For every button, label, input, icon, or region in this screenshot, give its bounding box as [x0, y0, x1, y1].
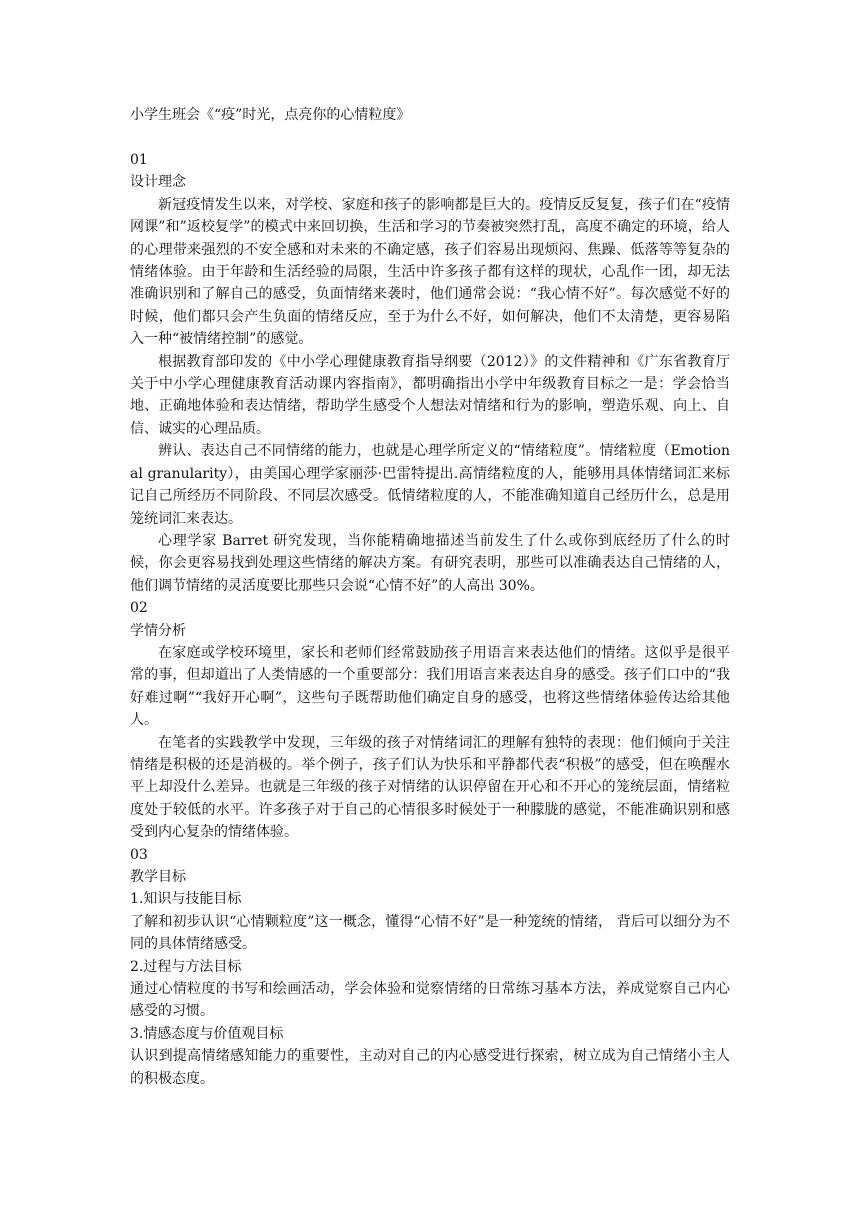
section-learning-analysis	[130, 597, 730, 843]
goal-text: 了解和初步认识“心情颗粒度”这一概念，懂得“心情不好”是一种笼统的情绪， 背后可以细分为不同的具体情绪感受。	[130, 913, 730, 953]
paragraph: 心理学家 Barret 研究发现，当你能精确地描述当前发生了什么或你到底经历了什么的时候，你会更容易找到处理这些情绪的解决方案。有研究表明，那些可以准确表达自己情绪的人，他们调节情绪的灵活度要比那些只会说“心情不好”的人高出 30%。	[130, 532, 730, 594]
paragraph: 新冠疫情发生以来，对学校、家庭和孩子的影响都是巨大的。疫情反反复复，孩子们在“疫情网课”和”返校复学”的模式中来回切换，生活和学习的节奏被突然打乱，高度不确定的环境，给人的心理带来强烈的不安全感和对未来的不确定感，孩子们容易出现烦闷、焦躁、低落等等复杂的情绪体验。由于年龄和生活经验的局限，生活中许多孩子都有这样的现状，心乱作一团，却无法准确识别和了解自己的感受，负面情绪来袭时，他们通常会说：“我心情不好”。每次感觉不好的时候，他们都只会产生负面的情绪反应，至于为什么不好，如何解决，他们不太清楚，更容易陷入一种“被情绪控制”的感觉。	[130, 196, 730, 348]
goal-title: 1.知识与技能目标	[130, 891, 242, 908]
blank-line	[130, 126, 730, 149]
section-design-concept	[130, 149, 730, 597]
section-title: 学情分析	[130, 622, 186, 639]
paragraph: 根据教育部印发的《中小学心理健康教育指导纲要（2012）》的文件精神和《广东省教育厅关于中小学心理健康教育活动课内容指南》，都明确指出小学中年级教育目标之一是：学会恰当地、正确地体验和表达情绪，帮助学生感受个人想法对情绪和行为的影响，塑造乐观、向上、自信、诚实的心理品质。	[130, 353, 730, 437]
document-title: 小学生班会《“疫”时光，点亮你的心情粒度》	[130, 107, 411, 123]
goal-text: 认识到提高情绪感知能力的重要性，主动对自己的内心感受进行探索，树立成为自己情绪小主人的积极态度。	[130, 1048, 730, 1087]
document-page	[130, 104, 730, 1090]
paragraph: 辨认、表达自己不同情绪的能力，也就是心理学所定义的“情绪粒度”。情绪粒度（Emotional granularity），由美国心理学家丽莎·巴雷特提出.高情绪粒度的人，能够用具体情绪词汇来标记自己所经历不同阶段、不同层次感受。低情绪粒度的人，不能准确知道自己经历什么，总是用笼统词汇来表达。	[130, 443, 730, 527]
goal-title: 2.过程与方法目标	[130, 958, 242, 975]
section-number: 02	[130, 600, 148, 617]
section-teaching-goals	[130, 844, 730, 1090]
goal-text: 通过心情粒度的书写和绘画活动，学会体验和觉察情绪的日常练习基本方法，养成觉察自己内心感受的习惯。	[130, 981, 730, 1020]
section-title: 教学目标	[130, 869, 186, 885]
section-number: 01	[130, 152, 148, 168]
paragraph: 在家庭或学校环境里，家长和老师们经常鼓励孩子用语言来表达他们的情绪。这似乎是很平常的事，但却道出了人类情感的一个重要部分：我们用语言来表达自身的感受。孩子们口中的“我好难过啊”“我好开心啊”，这些句子既帮助他们确定自身的感受，也将这些情绪体验传达给其他人。	[130, 644, 730, 729]
section-number: 03	[130, 846, 148, 863]
paragraph: 在笔者的实践教学中发现，三年级的孩子对情绪词汇的理解有独特的表现：他们倾向于关注情绪是积极的还是消极的。举个例子，孩子们认为快乐和平静都代表“积极”的感受，但在唤醒水平上却没什么差异。也就是三年级的孩子对情绪的认识停留在开心和不开心的笼统层面，情绪粒度处于较低的水平。许多孩子对于自己的心情很多时候处于一种朦胧的感觉，不能准确识别和感受到内心复杂的情绪体验。	[130, 734, 730, 841]
section-title: 设计理念	[130, 174, 186, 191]
goal-title: 3.情感态度与价值观目标	[130, 1025, 284, 1042]
